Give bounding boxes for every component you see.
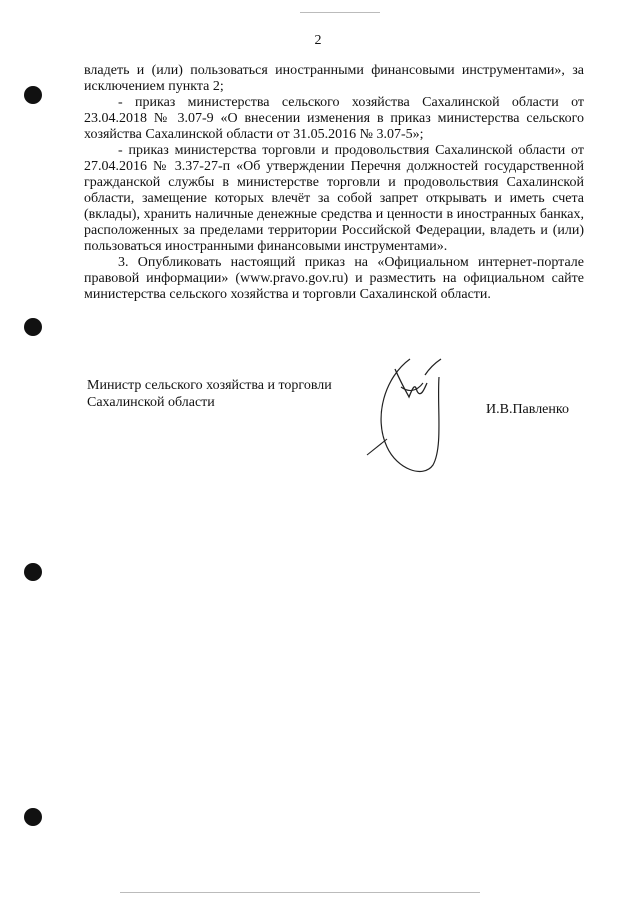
paragraph-order-trade: - приказ министерства торговли и продовольствия Сахалинской области от 27.04.2016 № 3.37-27-п «Об утверждении Перечня должностей государственной гражданской службы в министерстве торговли и продовольствия Сахалинской области, замещение которых влечёт за собой запрет открывать и иметь счета (вклады), хранить наличные денежные средства и ценности в иностранных банках, расположенных за пределами территории Российской Федерации, владеть и (или) пользоваться иностранными финансовыми инструментами». [84,143,584,254]
binder-hole-4 [24,808,42,826]
signer-title: Министр сельского хозяйства и торговли Сахалинской области [87,378,332,410]
paragraph-continuation: владеть и (или) пользоваться иностранными финансовыми инструментами», за исключением пункта 2; [84,63,584,94]
signer-name: И.В.Павленко [486,402,569,417]
document-body [84,63,584,303]
paragraph-publish: 3. Опубликовать настоящий приказ на «Официальном интернет-портале правовой информации» (www.pravo.gov.ru) и разместить на официальном сайте министерства сельского хозяйства и торговли Сахалинской области. [84,255,584,302]
scan-edge-mark [300,12,380,13]
binder-hole-3 [24,563,42,581]
signature-block [87,377,587,487]
binder-hole-1 [24,86,42,104]
paragraph-order-agriculture: - приказ министерства сельского хозяйства Сахалинской области от 23.04.2018 № 3.07-9 «О внесении изменения в приказ министерства сельского хозяйства Сахалинской области от 31.05.2016 № 3.07-5»; [84,95,584,142]
scan-edge-mark [120,892,480,893]
handwritten-signature [365,347,475,487]
page-number: 2 [314,33,322,48]
binder-hole-2 [24,318,42,336]
